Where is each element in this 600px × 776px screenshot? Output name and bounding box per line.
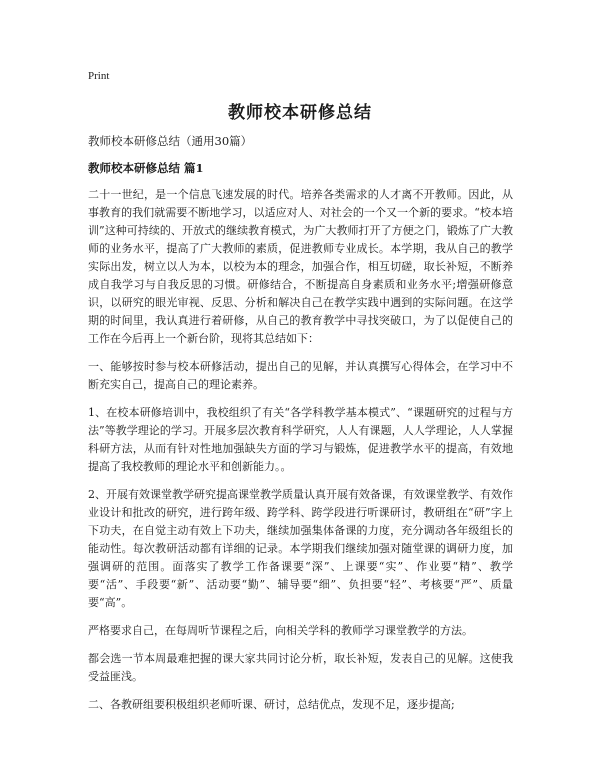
paragraph-discussion: 都会选一节本周最难把握的课大家共同讨论分析，取长补短，发表自己的见解。这使我受益匪浅。: [88, 652, 513, 683]
print-label[interactable]: Print: [88, 70, 110, 82]
paragraph-item-1: 1、在校本研修培训中，我校组织了有关“各学科教学基本模式”、“课题研究的过程与方法”等教学理论的学习。开展多层次教育科学研究，人人有课题，人人学理论，人人掌握科研方法，从而有针对性地加强缺失方面的学习与锻炼，促进教学水平的提高，有效地提高了我校教师的理论水平和创新能力。。: [88, 406, 513, 473]
paragraph-intro: 二十一世纪，是一个信息飞速发展的时代。培养各类需求的人才离不开教师。因此，从事教育的我们就需要不断地学习，以适应对人、对社会的一个又一个新的要求。“校本培训”这种可持续的、开放式的继续教育模式，为广大教师打开了方便之门，锻炼了广大教师的业务水平，提高了广大教师的素质，促进教师专业成长。本学期，我从自己的教学实际出发，树立以人为本，以校为本的理念，加强合作，相互切磋，取长补短，不断养成自我学习与自我反思的习惯。研修结合，不断提高自身素质和业务水平;增强研修意识，以研究的眼光审视、反思、分析和解决自己在教学实践中遇到的实际问题。在这学期的时间里，我认真进行着研修，从自己的教育教学中寻找突破口，为了以促使自己的工作在今后再上一个新台阶，现将其总结如下：: [88, 188, 513, 345]
document-body: [88, 186, 513, 724]
document-subtitle: 教师校本研修总结（通用30篇）: [88, 134, 253, 148]
paragraph-self-requirement: 严格要求自己，在每周听节课程之后，向相关学科的教师学习课堂教学的方法。: [88, 624, 473, 637]
document-title: 教师校本研修总结: [228, 103, 372, 123]
paragraph-item-2: 2、开展有效课堂教学研究提高课堂教学质量认真开展有效备课，有效课堂教学、有效作业设计和批改的研究，进行跨年级、跨学科、跨学段进行听课研讨，教研组在“研”字上下功夫，在自觉主动有效上下功夫，继续加强集体备课的力度，充分调动各年级组长的能动性。每次教研活动都有详细的记录。本学期我们继续加强对随堂课的调研力度，加强调研的范围。面落实了教学工作备课要“深”、上课要“实”、作业要“精”、教学要“活”、手段要“新”、活动要“勤”、辅导要“细”、负担要“轻”、考核要“严”、质量要“高”。: [88, 488, 513, 609]
paragraph-point-1: 一、能够按时参与校本研修活动，提出自己的见解，并认真撰写心得体会，在学习中不断充实自己，提高自己的理论素养。: [88, 360, 513, 391]
section-heading: 教师校本研修总结 篇1: [88, 161, 204, 175]
paragraph-point-2: 二、各教研组要积极组织老师听课、研讨，总结优点，发现不足，逐步提高;: [88, 698, 455, 711]
